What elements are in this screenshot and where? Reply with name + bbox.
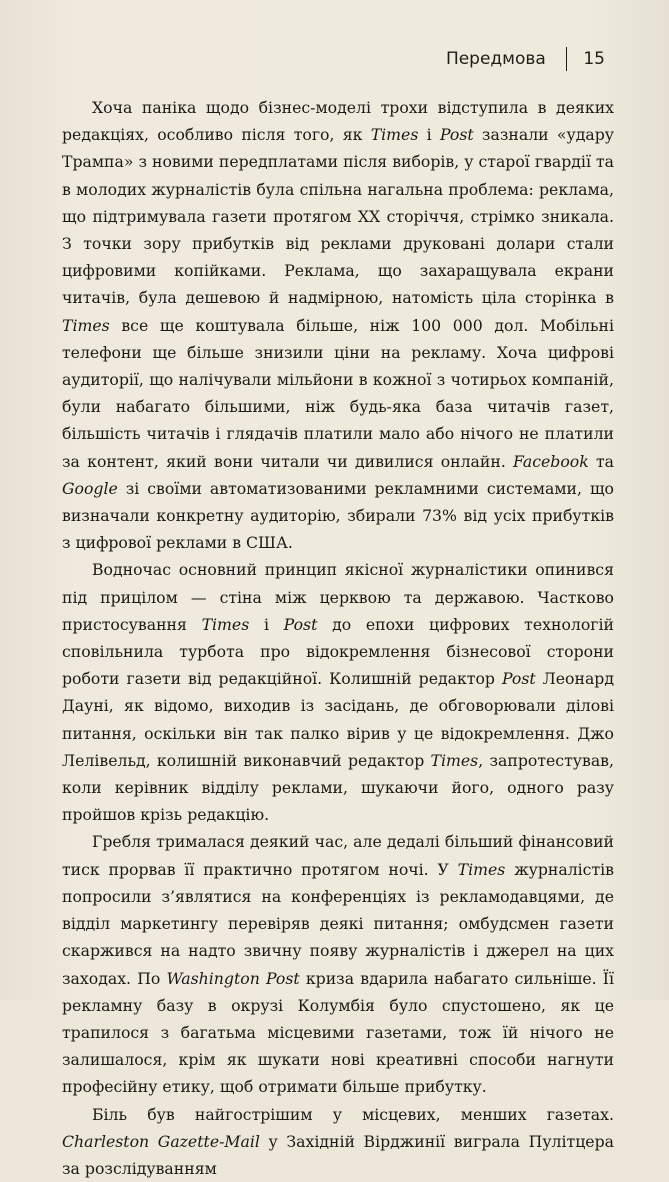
text-run: Водночас основний принцип якісної журналістики опинився під прицілом — стіна між церквою та державою. Частково пристосування (62, 560, 614, 634)
italic-run: Times (457, 859, 506, 879)
text-run: Хоча паніка щодо бізнес-моделі трохи відступила в деяких редакціях, особливо після того, як (62, 98, 614, 145)
text-run: і (418, 125, 440, 145)
italic-run: Facebook (513, 451, 589, 471)
paragraph (62, 94, 614, 556)
text-run: Біль був найгострішим у місцевих, менших газетах. (92, 1104, 614, 1124)
italic-run: Times (201, 614, 250, 634)
running-head (446, 47, 605, 71)
paragraph (62, 1101, 614, 1182)
italic-run: Post (501, 669, 536, 689)
text-run: у Західній Вірджинії виграла Пулітцера за розслідуванням (62, 1131, 614, 1178)
section-title: Передмова (445, 49, 546, 69)
text-run: зі своїми автоматизованими рекламними системами, що визначали конкретну аудиторію, збирали 73% від усіх прибутків з цифрової реклами в США. (62, 478, 614, 553)
text-run: і (249, 614, 284, 634)
text-run: та (588, 451, 614, 471)
italic-run: Post (439, 125, 474, 145)
text-run: журналістів попросили з’являтися на конференціях із рекламодавцями, де відділ маркетингу перевіряв деякі питання; омбудсмен газети скаржився на надто звичну появу журналістів і джерел на цих заходах. По (62, 859, 615, 988)
page-number: 15 (583, 49, 605, 69)
text-run: , запротестував, коли керівник відділу реклами, шукаючи його, одного разу пройшов крізь редакцію. (62, 750, 614, 825)
italic-run: Washington Post (166, 968, 300, 988)
text-run: зазнали «удару Трампа» з новими передплатами після виборів, у старої гвардії та в молодих журналістів була спільна нагальна проблема: реклама, що підтримувала газети протягом XX сторіччя, стрімко зникала. З точки зору прибутків від реклами друковані долари стали цифровими копійками. Реклама, що захаращувала екрани читачів, була дешевою й надмірною, натомість ціла сторінка в (62, 125, 615, 308)
text-run: все ще коштувала більше, ніж 100 000 дол. Мобільні телефони ще більше знизили ціни на рекламу. Хоча цифрові аудиторії, що налічували мільйони в кожної з чотирьох компаній, були набагато більшими, ніж будь-яка база читачів газет, більшість читачів і глядачів платили мало або нічого не платили за контент, який вони читали чи дивилися онлайн. (62, 315, 614, 471)
italic-run: Times (62, 315, 110, 335)
italic-run: Charleston Gazette-Mail (62, 1131, 260, 1151)
paragraph (62, 556, 614, 828)
text-run: криза вдарила набагато сильніше. Її рекламну базу в окрузі Колумбія було спустошено, як це трапилося з багатьма місцевими газетами, тож їй нічого не залишалося, крім як шукати нові креативні способи нагнути професійну етику, щоб отримати більше прибутку. (62, 968, 614, 1097)
text-run: Леонард Дауні, як відомо, виходив із засідань, де обговорювали ділові питання, оскільки він так палко вірив у це відокремлення. Джо Лелівельд, колишній виконавчий редактор (62, 669, 614, 770)
italic-run: Times (430, 750, 479, 770)
italic-run: Google (62, 478, 118, 498)
header-divider (566, 47, 568, 71)
italic-run: Post (283, 614, 318, 634)
text-run: Гребля трималася деякий час, але дедалі більший фінансовий тиск прорвав її практично протягом ночі. У (62, 832, 614, 879)
paragraph (62, 828, 614, 1100)
italic-run: Times (370, 125, 419, 145)
body-text (62, 94, 614, 1182)
text-run: до епохи цифрових технологій сповільнила турбота про відокремлення бізнесової сторони роботи газети від редакційної. Колишній редактор (62, 614, 614, 689)
